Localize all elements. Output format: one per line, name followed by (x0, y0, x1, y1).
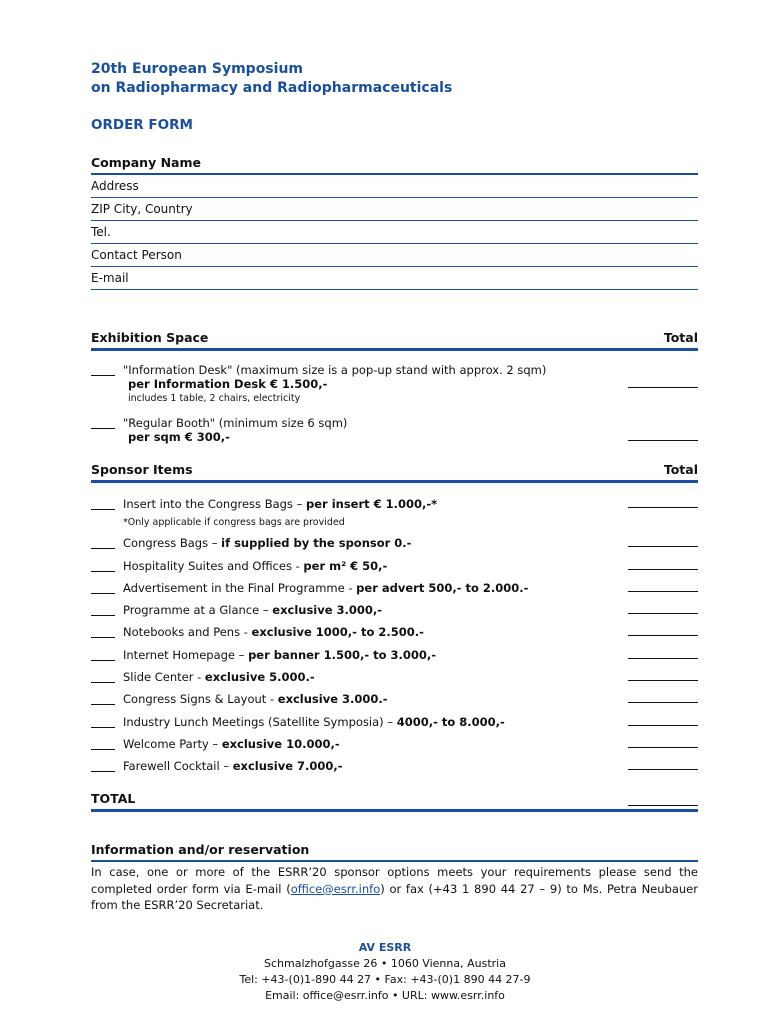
insert-note: *Only applicable if congress bags are provided (123, 517, 345, 528)
sponsor-item-text: Programme at a Glance – (123, 603, 273, 618)
sponsor-item-row (91, 617, 698, 639)
total-blank[interactable] (628, 725, 698, 726)
sponsor-item-price: per advert 500,- to 2.000.- (356, 580, 529, 595)
info-heading: Information and/or reservation (91, 842, 698, 862)
sponsor-item-text: Internet Homepage – (123, 647, 249, 662)
sponsor-item-text: Notebooks and Pens - (123, 625, 252, 640)
insert-price: per insert € 1.000,-* (305, 497, 438, 511)
quantity-blank[interactable] (91, 548, 115, 549)
tel-field[interactable]: Tel. (91, 221, 698, 244)
quantity-blank[interactable] (91, 704, 115, 705)
contact-person-field[interactable]: Contact Person (91, 244, 698, 267)
sponsor-item-row (91, 528, 698, 550)
quantity-blank[interactable] (91, 428, 115, 429)
sponsor-item-text: Welcome Party – (123, 736, 222, 751)
info-text-after: ) or fax (+43 1 890 44 27 – 9) to Ms. Petra Neubauer from the ESRR’20 Secretariat. (91, 881, 698, 913)
sponsor-item-row (91, 684, 698, 706)
total-blank[interactable] (628, 680, 698, 681)
sponsor-item-text: Advertisement in the Final Programme - (123, 580, 357, 595)
exhibition-heading (91, 330, 698, 351)
sponsor-item-insert (91, 483, 698, 511)
sponsor-item-text: Hospitality Suites and Offices - (123, 558, 304, 573)
sponsor-item-price: exclusive 10.000,- (221, 736, 340, 751)
grand-total-blank[interactable] (628, 791, 698, 806)
quantity-blank[interactable] (91, 615, 115, 616)
sponsor-item-text: Congress Bags – (123, 536, 222, 551)
total-blank[interactable] (628, 377, 698, 388)
footer-web: Email: office@esrr.info • URL: www.esrr.info (265, 989, 505, 1002)
quantity-blank[interactable] (91, 571, 115, 572)
total-blank[interactable] (628, 430, 698, 441)
exhibition-heading-label: Exhibition Space (91, 330, 209, 345)
sponsor-total-label: Total (663, 462, 698, 477)
info-text-before: In case, one or more of the ESRR’20 sponsor options meets your requirements please send the completed order form via E-mail ( (91, 865, 698, 896)
sponsor-item-text: Industry Lunch Meetings (Satellite Symposia) – (123, 714, 397, 729)
total-blank[interactable] (628, 591, 698, 592)
info-desk-price: per Information Desk € 1.500,- (128, 377, 328, 391)
sponsor-item-row (91, 550, 698, 572)
total-blank[interactable] (628, 769, 698, 770)
sponsor-item-row (91, 729, 698, 751)
footer-phone: Tel: +43-(0)1-890 44 27 • Fax: +43-(0)1 890 44 27-9 (239, 973, 531, 986)
sponsor-item-row (91, 573, 698, 595)
sponsor-item-price: per banner 1.500,- to 3.000,- (248, 647, 437, 662)
sponsor-item-text: Slide Center - (123, 670, 205, 685)
insert-text: Insert into the Congress Bags – (123, 497, 306, 511)
sponsor-item-row (91, 751, 698, 773)
footer (0, 940, 770, 1004)
total-blank[interactable] (628, 546, 698, 547)
quantity-blank[interactable] (91, 771, 115, 772)
exhibition-item-regular-booth (91, 416, 698, 444)
quantity-blank[interactable] (91, 375, 115, 376)
sponsor-heading (91, 462, 698, 483)
total-blank[interactable] (628, 507, 698, 508)
sponsor-items-list (91, 528, 698, 773)
sponsor-item-row (91, 662, 698, 684)
sponsor-item-price: exclusive 5.000.- (204, 670, 315, 685)
footer-org: AV ESRR (358, 941, 412, 954)
info-paragraph (91, 864, 698, 914)
quantity-blank[interactable] (91, 593, 115, 594)
exhibition-item-info-desk (91, 363, 698, 404)
sponsor-item-price: exclusive 3.000.- (277, 692, 388, 707)
sponsor-heading-label: Sponsor Items (91, 462, 193, 477)
total-blank[interactable] (628, 569, 698, 570)
grand-total-label: TOTAL (91, 791, 136, 807)
order-form-page (91, 60, 698, 914)
regular-booth-label: "Regular Booth" (minimum size 6 sqm) (123, 416, 348, 430)
email-link[interactable]: office@esrr.info (290, 881, 381, 896)
company-name-field[interactable]: Company Name (91, 155, 698, 175)
total-blank[interactable] (628, 635, 698, 636)
total-blank[interactable] (628, 747, 698, 748)
sponsor-item-row (91, 639, 698, 661)
sponsor-item-price: exclusive 3.000,- (272, 603, 383, 618)
sponsor-item-row (91, 706, 698, 728)
sponsor-item-price: if supplied by the sponsor 0.- (221, 536, 412, 551)
zip-city-field[interactable]: ZIP City, Country (91, 198, 698, 221)
quantity-blank[interactable] (91, 682, 115, 683)
symposium-title-line2: on Radiopharmacy and Radiopharmaceuticals (91, 80, 453, 96)
footer-address: Schmalzhofgasse 26 • 1060 Vienna, Austria (264, 957, 506, 970)
quantity-blank[interactable] (91, 509, 115, 510)
info-desk-note: includes 1 table, 2 chairs, electricity (128, 393, 301, 404)
sponsor-item-price: exclusive 1000,- to 2.500.- (251, 625, 424, 640)
quantity-blank[interactable] (91, 660, 115, 661)
grand-total-row (91, 791, 698, 812)
quantity-blank[interactable] (91, 637, 115, 638)
quantity-blank[interactable] (91, 727, 115, 728)
exhibition-total-label: Total (663, 330, 698, 345)
sponsor-item-text: Congress Signs & Layout - (123, 692, 278, 707)
sponsor-item-price: exclusive 7.000,- (232, 759, 343, 774)
total-blank[interactable] (628, 613, 698, 614)
sponsor-item-price: per m² € 50,- (303, 558, 388, 573)
sponsor-item-row (91, 595, 698, 617)
regular-booth-price: per sqm € 300,- (128, 430, 230, 444)
info-desk-label: "Information Desk" (maximum size is a pop-up stand with approx. 2 sqm) (123, 363, 547, 377)
total-blank[interactable] (628, 658, 698, 659)
sponsor-item-price: 4000,- to 8.000,- (396, 714, 505, 729)
quantity-blank[interactable] (91, 749, 115, 750)
symposium-title-line1: 20th European Symposium (91, 61, 303, 77)
order-form-title: ORDER FORM (91, 117, 193, 133)
total-blank[interactable] (628, 702, 698, 703)
address-field[interactable]: Address (91, 175, 698, 198)
email-field[interactable]: E-mail (91, 267, 698, 290)
sponsor-item-text: Farewell Cocktail – (123, 759, 233, 774)
